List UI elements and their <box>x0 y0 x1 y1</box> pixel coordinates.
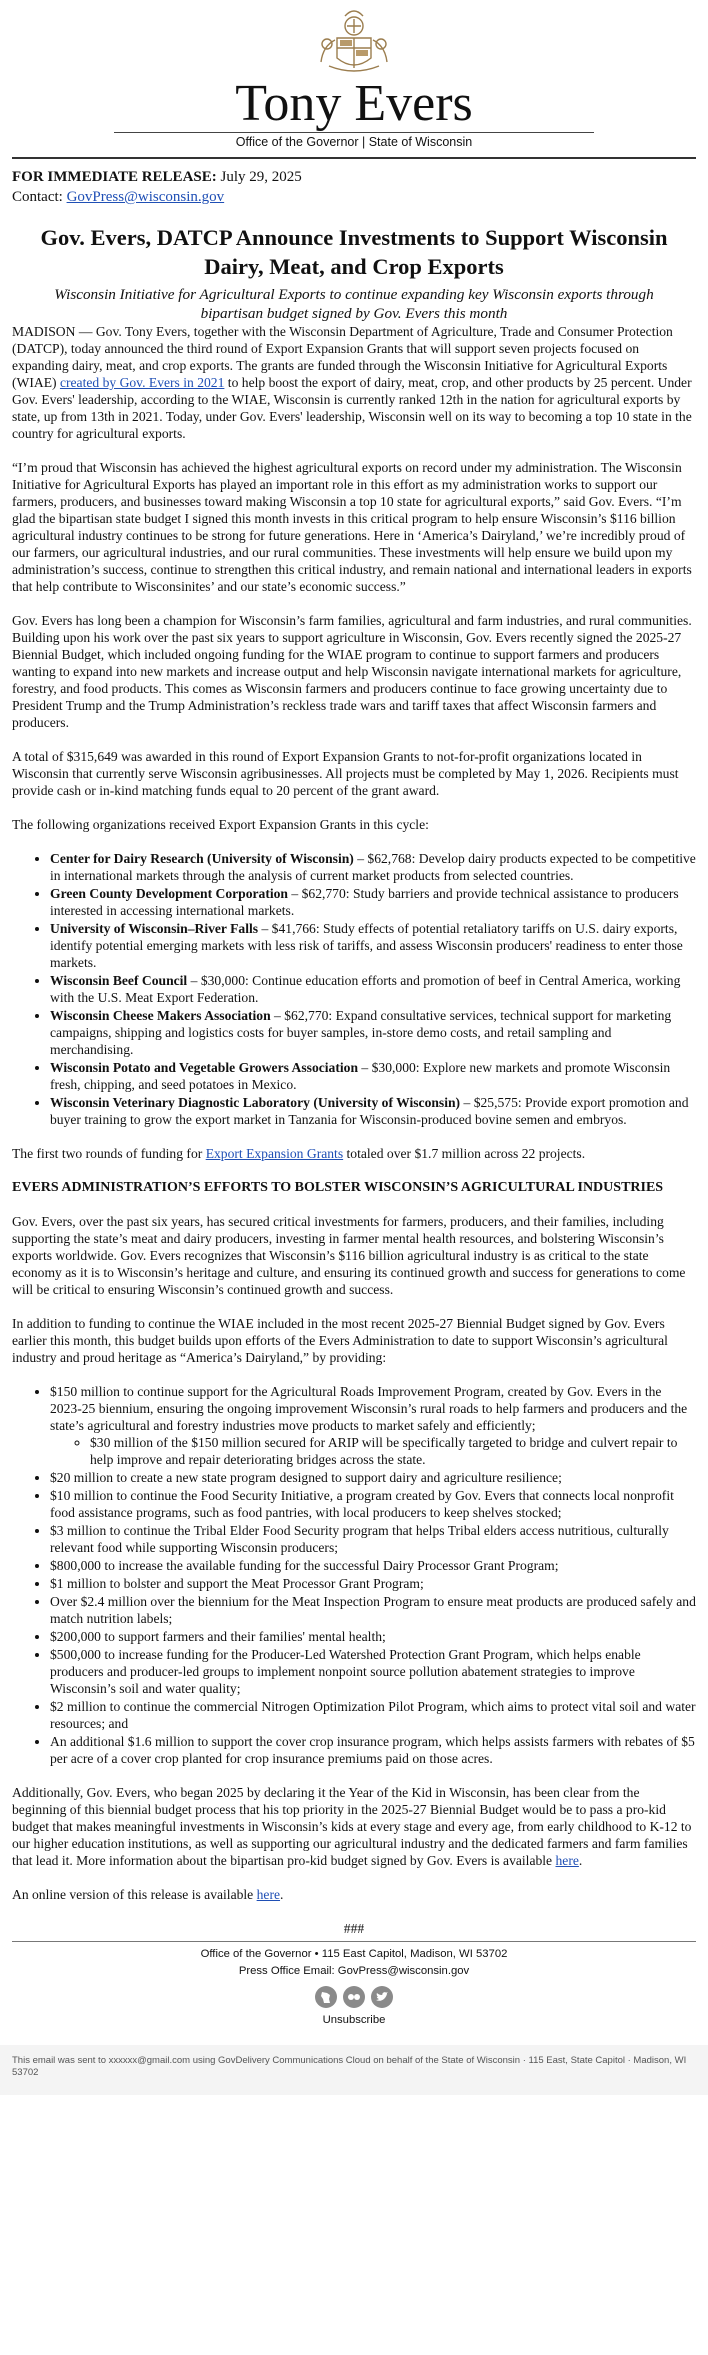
budget-item: • Over $2.4 million over the biennium for the Meat Inspection Program to ensure meat products are produced safely and match nutrition labels; <box>50 1593 696 1627</box>
subheadline: Wisconsin Initiative for Agricultural Exports to continue expanding key Wisconsin exports through bipartisan budget signed by Gov. Evers this month <box>54 286 654 322</box>
grant-org: Center for Dairy Research (University of Wisconsin) <box>50 851 354 866</box>
grant-org: Wisconsin Potato and Vegetable Growers Association <box>50 1060 359 1075</box>
grant-item <box>50 972 696 1006</box>
paragraph-intro <box>12 323 696 442</box>
grant-item <box>50 920 696 971</box>
footer-address: Office of the Governor • 115 East Capitol, Madison, WI 53702 <box>200 1948 508 1960</box>
grant-org: University of Wisconsin–River Falls <box>50 921 259 936</box>
budget-item: • $500,000 to increase funding for the Producer-Led Watershed Protection Grant Program, which helps enable producers and producer-led groups to implement nonpoint source pollution abatement strategies to improve Wisconsin’s soil and water quality; <box>50 1646 696 1697</box>
footer <box>0 1941 708 2029</box>
wiae-created-link[interactable]: created by Gov. Evers in 2021 <box>59 375 225 390</box>
budget-item: • $10 million to continue the Food Security Initiative, a program created by Gov. Evers that connects local nonprofit food assistance programs, such as food pantries, with local producers to keep shelves stocked; <box>50 1487 696 1521</box>
wisconsin-seal-icon <box>307 4 401 76</box>
unsubscribe-link[interactable]: Unsubscribe <box>322 2014 386 2026</box>
year-of-kid-text-a: Additionally, Gov. Evers, who began 2025 by declaring it the Year of the Kid in Wisconsin, has been clear from the beginning of this biennial budget process that his top priority in the 2025-27 Biennial Budget would be to pass a pro-kid budget that makes meaningful investments in Wisconsin’s kids at every stage and every age, from early childhood to K-12 to our higher education institutions, as well as supporting our agricultural industry and the dedicated farmers and farm families that lead it. More information about the bipartisan pro-kid budget signed by Gov. Evers is available <box>12 1785 692 1868</box>
grant-item <box>50 1094 696 1128</box>
budget-sublist <box>50 1434 696 1468</box>
budget-item: • $2 million to continue the commercial Nitrogen Optimization Pilot Program, which aims to protect vital soil and water resources; and <box>50 1698 696 1732</box>
footer-press-email: Press Office Email: GovPress@wisconsin.gov <box>238 1965 470 1977</box>
budget-subitem: ◦ $30 million of the $150 million secured for ARIP will be specifically targeted to bridge and culvert repair to help improve and repair deteriorating bridges across the state. <box>90 1434 696 1468</box>
paragraph-first-rounds <box>12 1145 696 1162</box>
paragraph-champion: Gov. Evers has long been a champion for Wisconsin’s farm families, agricultural and farm industries, and rural communities. Building upon his work over the past six years to support agriculture in Wisconsin, Gov. Evers recently signed the 2025-27 Biennial Budget, which included ongoing funding for the WIAE program to continue to support farmers and producers wanting to expand into new markets and increase output and help Wisconsin navigate international markets for agriculture, forestry, and food products. This comes as Wisconsin farmers and producers continue to face growing uncertainty due to President Trump and the Trump Administration’s reckless trade wars and tariff taxes that affect Wisconsin farmers and producers. <box>12 613 692 730</box>
online-version-text-b: . <box>280 1887 284 1902</box>
social-links <box>0 1986 708 2008</box>
letterhead <box>0 0 708 149</box>
office-line <box>0 132 708 149</box>
paragraph-intro-text-b: to help boost the export of dairy, meat, crop, and other products by 25 percent. Under Gov. Evers' leadership, according to the WIAE, Wisconsin is currently ranked 12th in the nation for agricultural exports by state, up from 13th in 2021. Today, under Gov. Evers' leadership, Wisconsin well on its way to becoming a top 10 state in the country for agricultural exports. <box>12 375 692 441</box>
grant-item <box>50 885 696 919</box>
grant-org: Wisconsin Cheese Makers Association <box>50 1008 271 1023</box>
paragraph-budget-intro: In addition to funding to continue the WIAE included in the most recent 2025-27 Biennial Budget signed by Gov. Evers earlier this month, this budget builds upon efforts of the Evers Administration to date to support Wisconsin’s agricultural industry and proud heritage as “America’s Dairyland,” by providing: <box>12 1316 668 1365</box>
grant-org: Wisconsin Veterinary Diagnostic Laboratory (University of Wisconsin) <box>50 1095 461 1110</box>
release-info <box>0 159 708 207</box>
grant-desc: – $30,000: Explore new markets and promote Wisconsin fresh, chipping, and seed potatoes in Mexico. <box>50 1060 671 1092</box>
budget-item: • $200,000 to support farmers and their families' mental health; <box>50 1628 696 1645</box>
paragraph-online-version <box>12 1886 696 1903</box>
grant-item <box>50 1059 696 1093</box>
paragraph-quote: “I’m proud that Wisconsin has achieved the highest agricultural exports on record under my administration. The Wisconsin Initiative for Agricultural Exports has played an important role in this effort as my administration works to support our farmers, producers, and businesses toward making Wisconsin a top 10 state for agricultural exports,” said Gov. Evers. “I’m glad the bipartisan state budget I signed this month invests in this critical program to help ensure Wisconsin’s $116 billion agricultural industry continues to be strong for future generations. Here in ‘America’s Dairyland,’ we’re incredibly proud of our farmers, our agricultural industries, and our rural communities. These investments will help ensure we build upon my administration’s success, continue to strengthen this critical industry, and remain national and international leaders in exports that help contribute to Wisconsinites’ and our state’s economic success.” <box>12 460 692 594</box>
contact-line <box>12 187 696 207</box>
export-expansion-grants-link[interactable]: Export Expansion Grants <box>205 1146 344 1161</box>
budget-item: • $20 million to create a new state program designed to support dairy and agriculture resilience; <box>50 1469 696 1486</box>
grant-desc: – $62,768: Develop dairy products expected to be competitive in international markets through the analysis of current market products from selected countries. <box>50 851 696 883</box>
grant-org: Wisconsin Beef Council <box>50 973 188 988</box>
contact-email-link[interactable]: GovPress@wisconsin.gov <box>66 189 225 205</box>
section-heading: EVERS ADMINISTRATION’S EFFORTS TO BOLSTER WISCONSIN’S AGRICULTURAL INDUSTRIES <box>12 1180 664 1195</box>
footer-divider <box>12 1941 696 1942</box>
first-rounds-text-a: The first two rounds of funding for <box>12 1146 206 1161</box>
grant-item <box>50 1007 696 1058</box>
contact-label: Contact: <box>12 189 63 205</box>
flickr-icon[interactable] <box>343 1986 365 2008</box>
paragraph-total-awarded: A total of $315,649 was awarded in this round of Export Expansion Grants to not-for-profit organizations located in Wisconsin that currently serve Wisconsin agribusinesses. All projects must be completed by May 1, 2026. Recipients must provide cash or in-kind matching funds equal to 20 percent of the grant award. <box>12 749 679 798</box>
release-date-line <box>12 167 696 187</box>
release-body <box>0 323 708 1937</box>
budget-item: • An additional $1.6 million to support the cover crop insurance program, which helps assists farmers with rebates of $5 per acre of a cover crop planted for crop insurance premiums paid on those acres. <box>50 1733 696 1767</box>
email-disclaimer: This email was sent to xxxxxx@gmail.com using GovDelivery Communications Cloud on behalf of the State of Wisconsin · 115 East, State Capitol · Madison, WI 53702 <box>0 2045 708 2095</box>
budget-item <box>50 1383 696 1468</box>
release-label: FOR IMMEDIATE RELEASE: <box>12 169 217 185</box>
first-rounds-text-b: totaled over $1.7 million across 22 projects. <box>343 1146 586 1161</box>
end-mark: ### <box>343 1921 365 1936</box>
twitter-icon[interactable] <box>371 1986 393 2008</box>
release-date: July 29, 2025 <box>220 169 302 185</box>
paragraph-administration-efforts: Gov. Evers, over the past six years, has secured critical investments for farmers, producers, and their families, including supporting the state’s meat and dairy producers, investing in farmer mental health resources, and bolstering Wisconsin’s exports worldwide. Gov. Evers recognizes that Wisconsin’s $116 billion agricultural industry is as critical to the state economy as it is to Wisconsin’s heritage and culture, and ensuring its continued growth and success for generations to come will be critical to ensuring Wisconsin’s continued growth and success. <box>12 1214 686 1297</box>
grant-desc: – $30,000: Continue education efforts and promotion of beef in Central America, working with the U.S. Meat Export Federation. <box>50 973 681 1005</box>
wisconsin-icon[interactable] <box>315 1986 337 2008</box>
budget-item: • $800,000 to increase the available funding for the successful Dairy Processor Grant Program; <box>50 1557 696 1574</box>
year-of-kid-text-b: . <box>578 1853 583 1868</box>
office-line-text: Office of the Governor | State of Wisconsin <box>235 135 473 149</box>
budget-items-list <box>12 1383 696 1767</box>
budget-item: • $3 million to continue the Tribal Elder Food Security program that helps Tribal elders access nutritious, culturally relevant food while supporting Wisconsin producers; <box>50 1522 696 1556</box>
grant-desc: – $62,770: Expand consultative services, technical support for marketing campaigns, shipping and logistics costs for buyer samples, in-store demo costs, and retail sampling and merchandising. <box>50 1008 672 1057</box>
grant-item <box>50 850 696 884</box>
letterhead-divider <box>114 132 594 133</box>
headline: Gov. Evers, DATCP Announce Investments to Support Wisconsin Dairy, Meat, and Crop Exports <box>40 225 668 279</box>
grant-desc: – $62,770: Study barriers and provide technical assistance to producers interested in accessing international markets. <box>50 886 679 918</box>
budget-item: • $1 million to bolster and support the Meat Processor Grant Program; <box>50 1575 696 1592</box>
paragraph-grant-intro: The following organizations received Export Expansion Grants in this cycle: <box>12 817 429 832</box>
online-version-link[interactable]: here <box>256 1887 281 1902</box>
pro-kid-budget-link[interactable]: here <box>555 1853 579 1868</box>
governor-name: Tony Evers <box>235 75 473 132</box>
online-version-text-a: An online version of this release is available <box>12 1887 257 1902</box>
grant-desc: – $41,766: Study effects of potential retaliatory tariffs on U.S. dairy exports, identify potential emerging markets with less risk of tariffs, and assess Wisconsin producers' readiness to enter those markets. <box>50 921 683 970</box>
grant-desc: – $25,575: Provide export promotion and buyer training to grow the export market in Tanzania for Wisconsin-produced bovine semen and embryos. <box>50 1095 689 1127</box>
budget-item-text: $150 million to continue support for the Agricultural Roads Improvement Program, created by Gov. Evers in the 2023-25 biennium, ensuring the ongoing improvement Wisconsin’s rural roads to help farmers and producers and the state’s agricultural and forestry industries move products to market safely and efficiently; <box>50 1384 688 1433</box>
paragraph-intro-text-a: MADISON — Gov. Tony Evers, together with the Wisconsin Department of Agriculture, Trade and Consumer Protection (DATCP), today announced the third round of Export Expansion Grants that will support seven projects focused on expanding dairy, meat, and crop exports. The grants are funded through the Wisconsin Initiative for Agricultural Exports (WIAE) <box>12 324 673 390</box>
grant-recipients-list <box>12 850 696 1128</box>
paragraph-year-of-kid <box>12 1784 696 1869</box>
grant-org: Green County Development Corporation <box>50 886 288 901</box>
